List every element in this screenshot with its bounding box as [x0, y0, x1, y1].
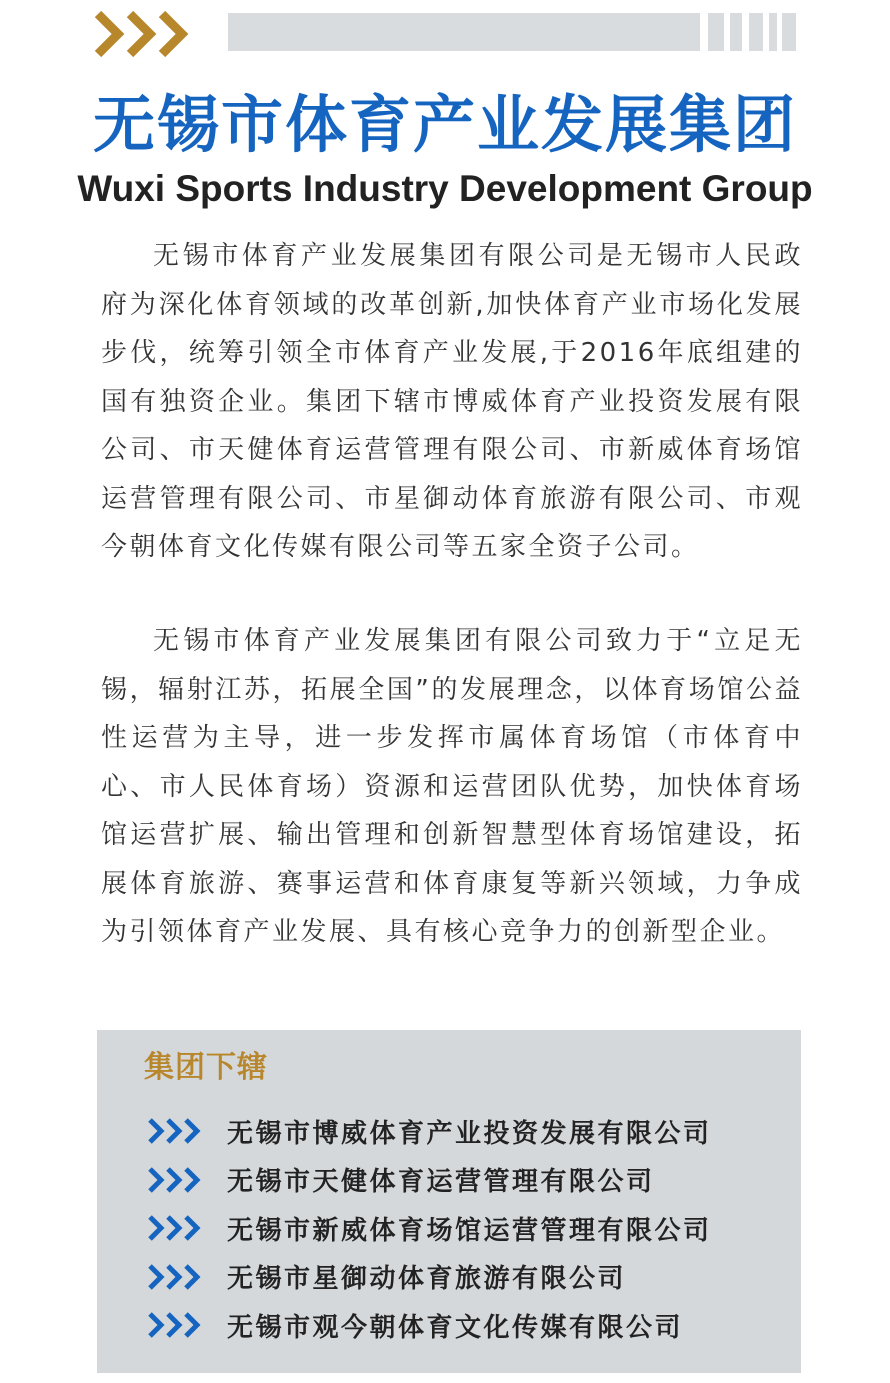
- list-item: [147, 1107, 712, 1156]
- triple-chevron-right-icon: [147, 1262, 205, 1292]
- list-item: [147, 1156, 712, 1205]
- subsidiary-name: 无锡市观今朝体育文化传媒有限公司: [227, 1312, 684, 1343]
- header-decor-bar: [228, 13, 700, 51]
- header-decor-stripe: [782, 13, 796, 51]
- list-item: [147, 1204, 712, 1253]
- page-subtitle-english: Wuxi Sports Industry Development Group: [77, 168, 813, 209]
- intro-paragraph: 无锡市体育产业发展集团有限公司是无锡市人民政府为深化体育领域的改革创新,加快体育产业市场化发展步伐，统筹引领全市体育产业发展,于2016年底组建的国有独资企业。集团下辖市博威体育产业投资发展有限公司、市天健体育运营管理有限公司、市新威体育场馆运营管理有限公司、市星御动体育旅游有限公司、市观今朝体育文化传媒有限公司等五家全资子公司。: [101, 241, 803, 562]
- intro-paragraph: 无锡市体育产业发展集团有限公司致力于“立足无锡，辐射江苏，拓展全国”的发展理念，以体育场馆公益性运营为主导，进一步发挥市属体育场馆（市体育中心、市人民体育场）资源和运营团队优势，加快体育场馆运营扩展、输出管理和创新智慧型体育场馆建设，拓展体育旅游、赛事运营和体育康复等新兴领域，力争成为引领体育产业发展、具有核心竞争力的创新型企业。: [101, 626, 803, 947]
- list-item: [147, 1301, 712, 1350]
- header-decor-stripe: [730, 13, 742, 51]
- triple-chevron-right-icon: [94, 8, 196, 60]
- list-item: [147, 1253, 712, 1302]
- page-title: 无锡市体育产业发展集团: [92, 88, 797, 161]
- subsidiary-name: 无锡市星御动体育旅游有限公司: [227, 1264, 627, 1295]
- subsidiaries-list: [147, 1107, 712, 1350]
- header-decor-stripe: [749, 13, 763, 51]
- subsidiary-name: 无锡市博威体育产业投资发展有限公司: [227, 1118, 712, 1149]
- triple-chevron-right-icon: [147, 1116, 205, 1146]
- triple-chevron-right-icon: [147, 1213, 205, 1243]
- triple-chevron-right-icon: [147, 1165, 205, 1195]
- header-decor-stripe: [708, 13, 724, 51]
- triple-chevron-right-icon: [147, 1310, 205, 1340]
- subsidiaries-panel: [97, 1030, 801, 1373]
- header-decor-stripe: [769, 13, 777, 51]
- subsidiaries-heading: 集团下辖: [144, 1050, 268, 1085]
- subsidiary-name: 无锡市新威体育场馆运营管理有限公司: [227, 1215, 712, 1246]
- subsidiary-name: 无锡市天健体育运营管理有限公司: [227, 1167, 655, 1198]
